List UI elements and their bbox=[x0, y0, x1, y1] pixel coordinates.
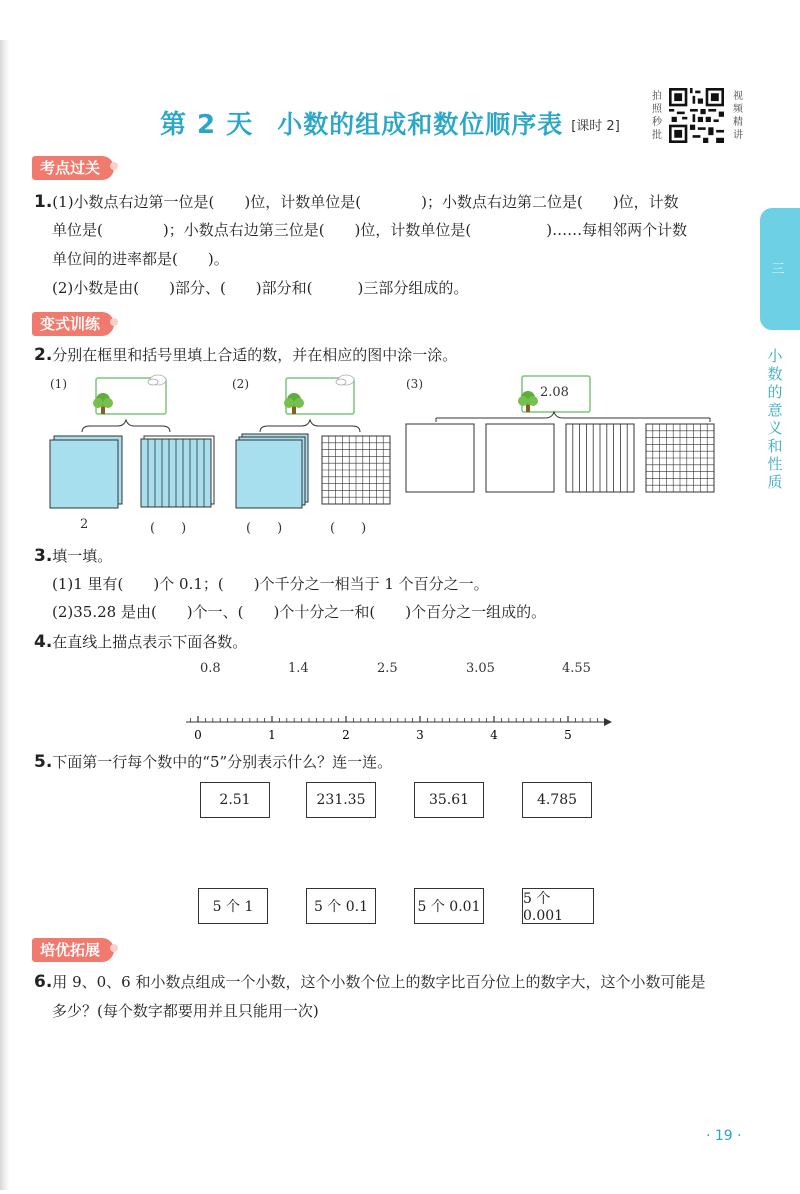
q2-frame3-value: 2.08 bbox=[540, 385, 569, 400]
q5-top-box-1[interactable]: 2.51 bbox=[200, 782, 270, 818]
q4-text: 在直线上描点表示下面各数。 bbox=[52, 633, 248, 651]
section-badge-peiyou: 培优拓展 bbox=[32, 938, 114, 962]
q6-text-1: 用 9、0、6 和小数点组成一个小数，这个小数个位上的数字比百分位上的数字大，这个小数可能是 bbox=[52, 973, 706, 991]
q3-number: 3. bbox=[34, 546, 53, 566]
q1-line1 bbox=[34, 192, 679, 212]
q5-text: 下面第一行每个数中的“5”分别表示什么？连一连。 bbox=[52, 753, 393, 771]
q2-square-3a bbox=[406, 424, 474, 492]
day-label: 第 2 天 bbox=[160, 110, 254, 140]
q2-brace-1 bbox=[82, 420, 170, 432]
q2-part1-label: (1) bbox=[50, 377, 67, 391]
number-line[interactable] bbox=[180, 708, 620, 748]
q4-value-1: 0.8 bbox=[200, 661, 221, 676]
q4-value-3: 2.5 bbox=[377, 661, 398, 676]
q2-answer-1a: 2 bbox=[80, 517, 89, 532]
q2-square-2 bbox=[236, 440, 302, 508]
section-badge-bianshi: 变式训练 bbox=[32, 312, 114, 336]
q3-header bbox=[34, 546, 112, 566]
q2-answer-2b[interactable]: ( ) bbox=[330, 521, 367, 536]
page-header bbox=[160, 104, 620, 141]
chapter-title-vertical: 小数的意义和性质 bbox=[767, 347, 783, 491]
q2-brace-3 bbox=[436, 412, 710, 418]
q2-brace-2 bbox=[260, 420, 360, 432]
q2-square-3b bbox=[486, 424, 554, 492]
number-line-tick-label-2: 2 bbox=[342, 728, 350, 742]
q5-header bbox=[34, 752, 392, 772]
q4-value-5: 4.55 bbox=[562, 661, 591, 676]
page-number: · 19 · bbox=[706, 1128, 742, 1144]
q3-text: 填一填。 bbox=[52, 547, 113, 565]
number-line-tick-label-3: 3 bbox=[416, 728, 424, 742]
q5-bottom-box-1[interactable]: 5 个 1 bbox=[198, 888, 268, 924]
q2-header bbox=[34, 345, 457, 365]
q2-square-1 bbox=[50, 440, 118, 508]
q4-value-2: 1.4 bbox=[288, 661, 309, 676]
q1-text-4: (2)小数是由( )部分、( )部分和( )三部分组成的。 bbox=[52, 279, 469, 297]
q5-bottom-box-3[interactable]: 5 个 0.01 bbox=[414, 888, 484, 924]
q5-number: 5. bbox=[34, 752, 53, 772]
q1-text-1: (1)小数点右边第一位是( )位，计数单位是( )；小数点右边第二位是( )位，计数 bbox=[52, 193, 679, 211]
section-badge-kaodian: 考点过关 bbox=[32, 156, 114, 180]
q5-top-box-3[interactable]: 35.61 bbox=[414, 782, 484, 818]
q3-line2: (2)35.28 是由( )个一、( )个十分之一和( )个百分之一组成的。 bbox=[52, 603, 547, 621]
q1-text-3: 单位间的进率都是( )。 bbox=[52, 250, 229, 268]
q2-tenths-1 bbox=[141, 436, 214, 507]
number-line-tick-label-1: 1 bbox=[268, 728, 276, 742]
q6-text-2: 多少？(每个数字都要用并且只能用一次) bbox=[52, 1002, 319, 1020]
q2-text: 分别在框里和括号里填上合适的数，并在相应的图中涂一涂。 bbox=[52, 346, 458, 364]
lesson-label: [课时 2] bbox=[571, 119, 620, 134]
q2-hundredths-2 bbox=[322, 436, 390, 504]
q2-frame-1[interactable] bbox=[93, 375, 166, 414]
q5-bottom-box-4[interactable]: 5 个 0.001 bbox=[522, 888, 594, 924]
q5-top-box-4[interactable]: 4.785 bbox=[522, 782, 592, 818]
page-binding-edge bbox=[0, 40, 10, 1190]
q5-bottom-box-2[interactable]: 5 个 0.1 bbox=[306, 888, 376, 924]
q4-number: 4. bbox=[34, 632, 53, 652]
number-line-tick-label-0: 0 bbox=[194, 728, 202, 742]
q6-number: 6. bbox=[34, 972, 53, 992]
q2-part2-label: (2) bbox=[232, 377, 249, 391]
q2-hundredths-3 bbox=[646, 424, 714, 492]
q4-value-4: 3.05 bbox=[466, 661, 495, 676]
q3-line1: (1)1 里有( )个 0.1；( )个千分之一相当于 1 个百分之一。 bbox=[52, 575, 489, 593]
q6-line1 bbox=[34, 972, 705, 992]
qr-left-caption: 拍照秒批 bbox=[652, 91, 662, 141]
page-title: 小数的组成和数位顺序表 bbox=[277, 110, 564, 139]
q2-answer-1b[interactable]: ( ) bbox=[150, 521, 187, 536]
q2-answer-2a[interactable]: ( ) bbox=[246, 521, 283, 536]
qr-right-caption: 视频精讲 bbox=[733, 91, 743, 141]
qr-block bbox=[650, 88, 745, 148]
q2-number: 2. bbox=[34, 345, 53, 365]
q5-top-box-2[interactable]: 231.35 bbox=[306, 782, 376, 818]
number-line-arrow-icon bbox=[604, 718, 612, 726]
number-line-tick-label-4: 4 bbox=[490, 728, 498, 742]
q2-figures bbox=[40, 370, 760, 540]
chapter-tab-mark: 三 bbox=[771, 262, 785, 277]
q2-tenths-3 bbox=[566, 424, 634, 492]
q1-text-2: 单位是( )；小数点右边第三位是( )位，计数单位是( )……每相邻两个计数 bbox=[52, 221, 688, 239]
qr-code-icon[interactable] bbox=[669, 88, 724, 143]
number-line-tick-label-5: 5 bbox=[564, 728, 572, 742]
q1-number: 1. bbox=[34, 192, 53, 212]
q2-part3-label: (3) bbox=[406, 377, 423, 391]
q4-header bbox=[34, 632, 247, 652]
q2-frame-2[interactable] bbox=[284, 375, 354, 414]
